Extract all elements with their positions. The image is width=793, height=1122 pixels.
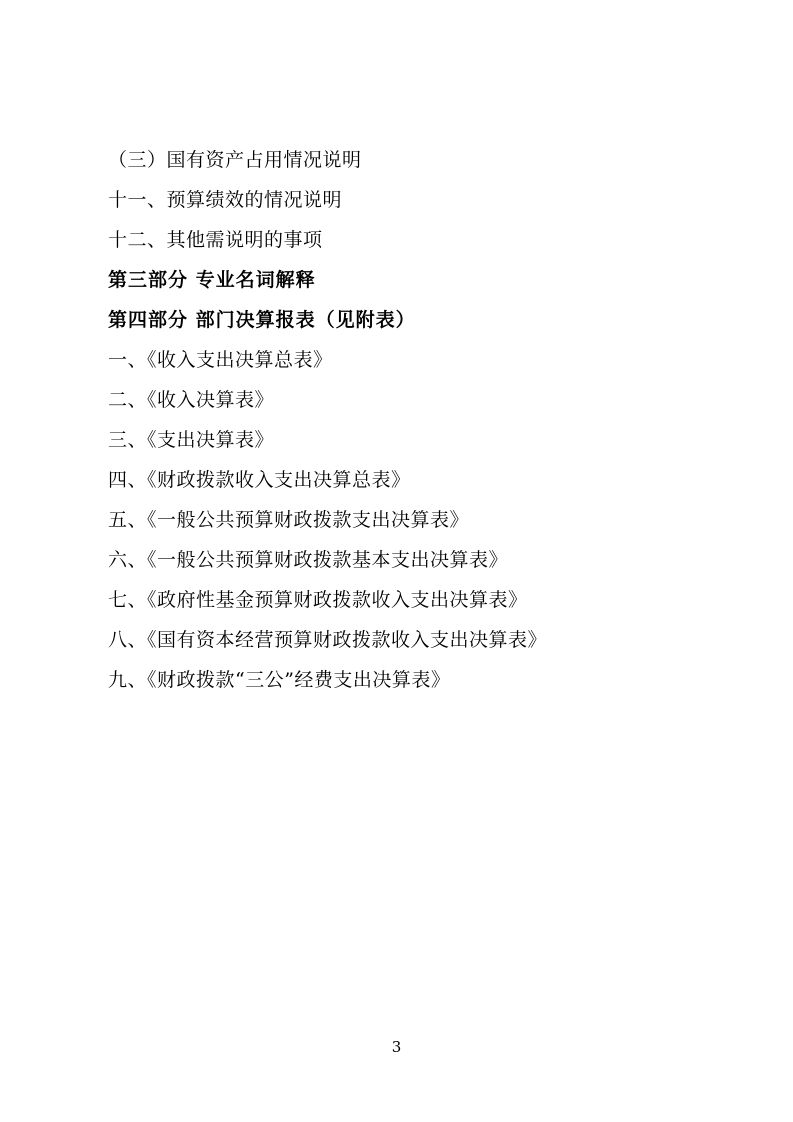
page-number: 3 bbox=[391, 1038, 402, 1056]
document-line: （三）国有资产占用情况说明 bbox=[108, 149, 362, 171]
document-line: 三、《支出决算表》 bbox=[108, 429, 275, 451]
document-line: 十二、其他需说明的事项 bbox=[108, 229, 323, 251]
document-line: 一、《收入支出决算总表》 bbox=[108, 349, 333, 371]
document-line: 七、《政府性基金预算财政拨款收入支出决算表》 bbox=[108, 589, 528, 611]
document-line: 六、《一般公共预算财政拨款基本支出决算表》 bbox=[108, 549, 509, 571]
document-line: 八、《国有资本经营预算财政拨款收入支出决算表》 bbox=[108, 629, 548, 651]
section-heading-part-three: 第三部分 专业名词解释 bbox=[108, 269, 316, 291]
document-line: 四、《财政拨款收入支出决算总表》 bbox=[108, 469, 411, 491]
document-line: 五、《一般公共预算财政拨款支出决算表》 bbox=[108, 509, 470, 531]
document-line: 十一、预算绩效的情况说明 bbox=[108, 189, 343, 211]
document-line: 二、《收入决算表》 bbox=[108, 389, 275, 411]
section-heading-part-four: 第四部分 部门决算报表（见附表） bbox=[108, 309, 416, 331]
document-body bbox=[108, 140, 688, 700]
document-line: 九、《财政拨款“三公”经费支出决算表》 bbox=[108, 669, 451, 691]
